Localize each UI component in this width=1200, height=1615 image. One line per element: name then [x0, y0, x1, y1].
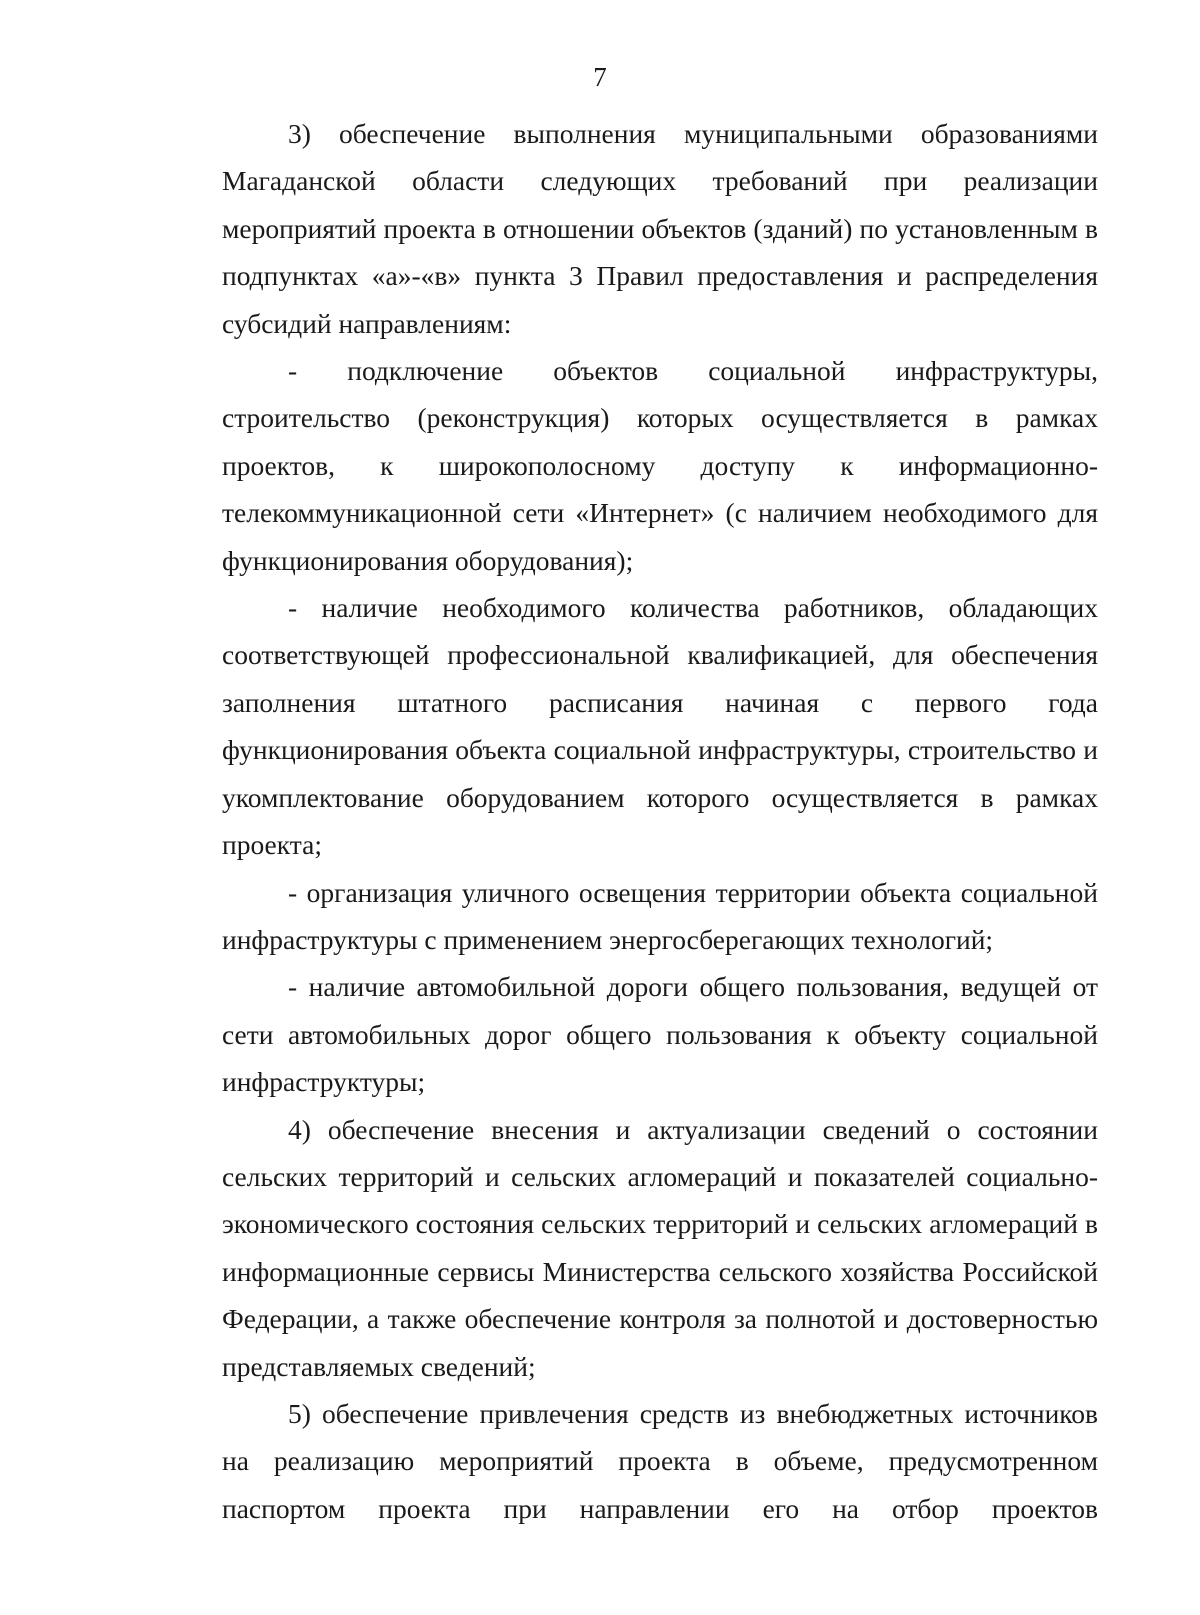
page-number: 7 [593, 62, 607, 92]
paragraph-internet-access: - подключение объектов социальной инфраструктуры, строительство (реконструкция) которых осуществляется в рамках проектов, к широкополосному доступу к информационно-телекоммуникационной сети «Интернет» (с наличием необходимого для функционирования оборудования); [222, 355, 1098, 576]
document-body [222, 110, 1098, 1532]
paragraph-staff: - наличие необходимого количества работников, обладающих соответствующей профессиональной квалификацией, для обеспечения заполнения штатного расписания начиная с первого года функционирования объекта социальной инфраструктуры, строительство и укомплектование оборудованием которого осуществляется в рамках проекта; [222, 592, 1098, 861]
paragraph-item-5: 5) обеспечение привлечения средств из внебюджетных источников на реализацию мероприятий проекта в объеме, предусмотренном паспортом проекта при направлении его на отбор проектов [222, 1397, 1098, 1524]
paragraph-road: - наличие автомобильной дороги общего пользования, ведущей от сети автомобильных дорог общего пользования к объекту социальной инфраструктуры; [222, 971, 1098, 1098]
paragraph-item-4: 4) обеспечение внесения и актуализации сведений о состоянии сельских территорий и сельских агломераций и показателей социально-экономического состояния сельских территорий и сельских агломераций в информационные сервисы Министерства сельского хозяйства Российской Федерации, а также обеспечение контроля за полнотой и достоверностью представляемых сведений; [222, 1113, 1098, 1382]
paragraph-item-3: 3) обеспечение выполнения муниципальными образованиями Магаданской области следующих требований при реализации мероприятий проекта в отношении объектов (зданий) по установленным в подпунктах «а»-«в» пункта 3 Правил предоставления и распределения субсидий направлениям: [222, 118, 1098, 339]
paragraph-street-lighting: - организация уличного освещения территории объекта социальной инфраструктуры с применением энергосберегающих технологий; [222, 876, 1098, 955]
